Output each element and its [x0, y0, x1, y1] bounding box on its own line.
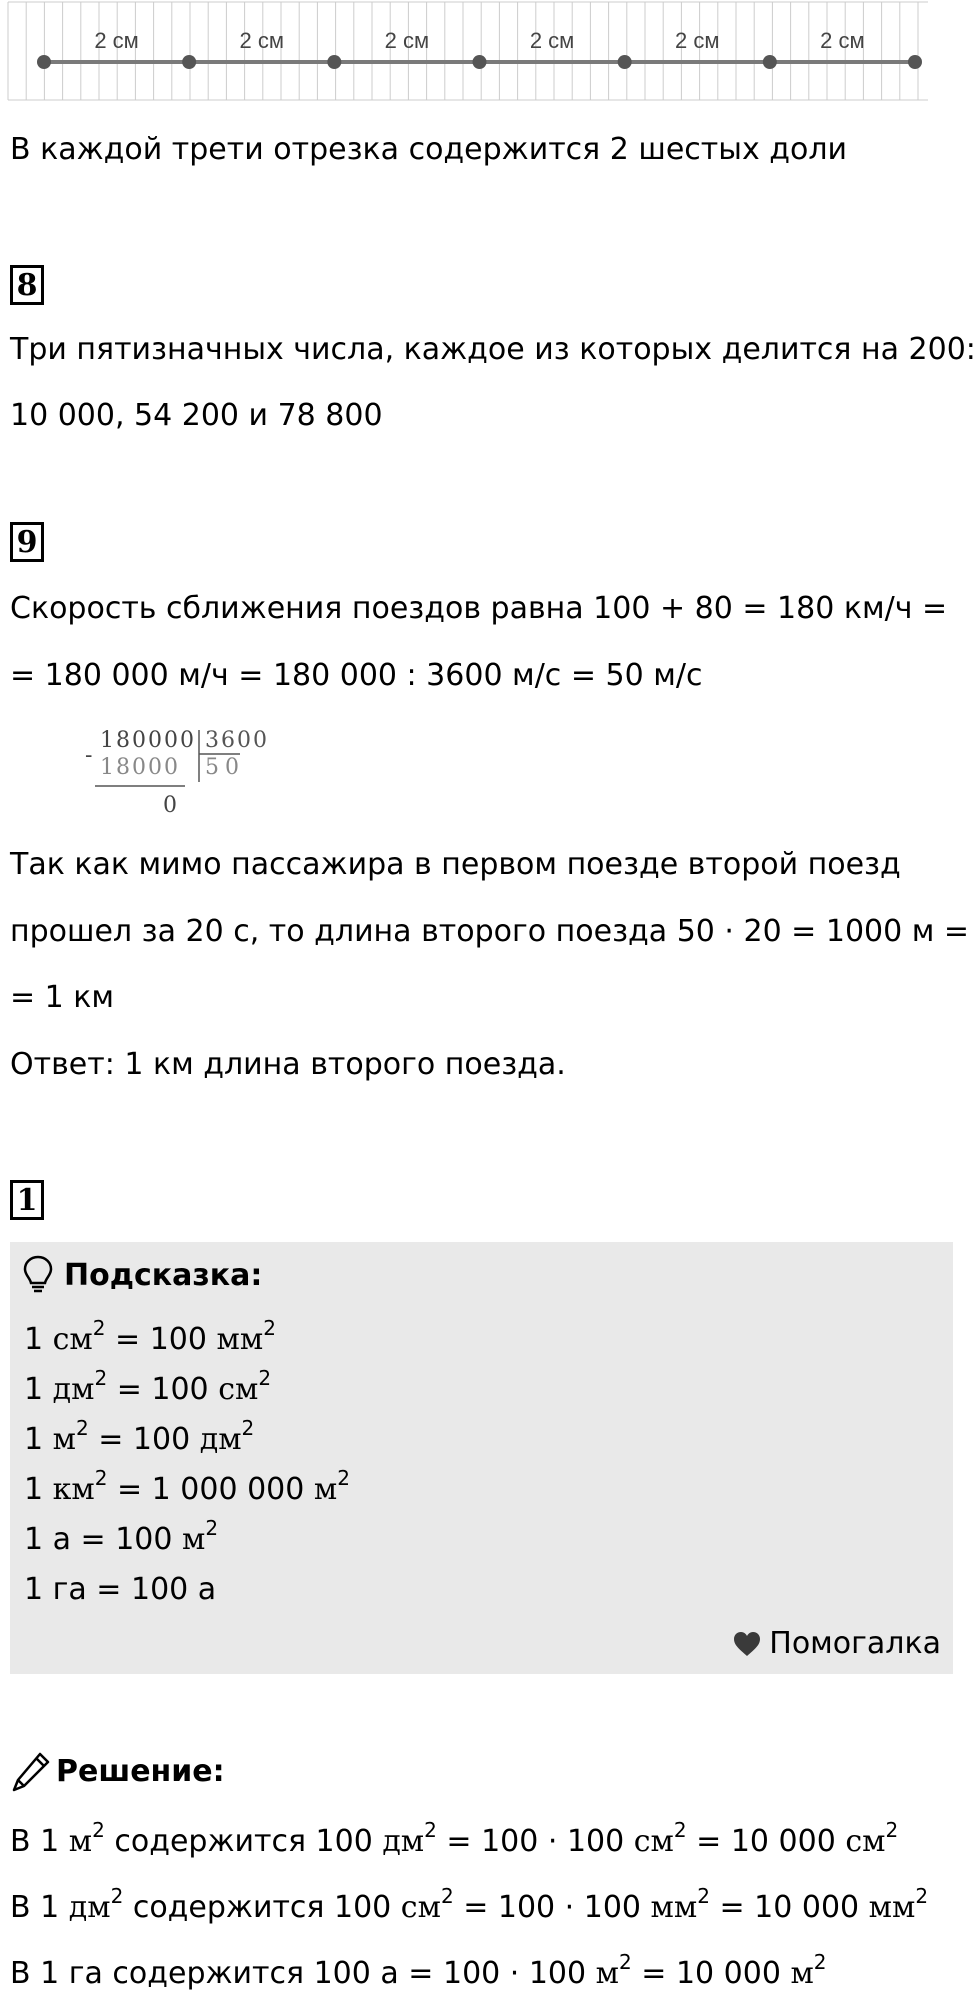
task8-answer: 10 000, 54 200 и 78 800 — [10, 398, 383, 433]
task-number-9: 9 — [10, 522, 44, 562]
long-division — [85, 722, 295, 822]
ruler-point — [473, 55, 487, 69]
hint-title: Подсказка: — [64, 1258, 263, 1293]
division-quotient: 50 — [205, 755, 245, 780]
segment-ruler-diagram — [8, 0, 928, 106]
thirds-note-text: В каждой трети отрезка содержится 2 шестых доли — [10, 132, 847, 167]
task9-line-5: = 1 км — [10, 980, 115, 1015]
task9-line-2: = 180 000 м/ч = 180 000 : 3600 м/с = 50 м/с — [10, 658, 703, 693]
task9-answer: Ответ: 1 км длина второго поезда. — [10, 1047, 566, 1082]
hint-line-6: 1 га = 100 а — [24, 1572, 217, 1607]
hint-line-1: 1 $см^2 = 100$ $мм^2$ — [24, 1316, 276, 1357]
ruler-point — [37, 55, 51, 69]
lightbulb-icon — [22, 1254, 54, 1294]
task-number-1: 1 — [10, 1180, 44, 1220]
ruler-point — [182, 55, 196, 69]
division-subtrahend: 18000 — [100, 755, 180, 780]
division-remainder: 0 — [163, 793, 177, 818]
segment-label: 2 см — [675, 28, 720, 53]
heart-icon — [733, 1631, 761, 1657]
segment-label: 2 см — [529, 28, 575, 53]
segment-label: 2 см — [384, 28, 430, 53]
brand-label: Помогалка — [769, 1626, 941, 1661]
hint-line-2: 1 $дм^2 = 100$ $см^2$ — [24, 1366, 272, 1407]
ruler-grid — [8, 2, 928, 100]
solution-line-2: В 1 $дм^2$ содержится 100 $см^2 = 100 \cdot 100$ $мм^2 = 10$ 000 $мм^2$ — [10, 1884, 929, 1925]
segment-label: 2 см — [94, 28, 139, 53]
segment-label: 2 см — [239, 28, 284, 53]
brand-link[interactable] — [733, 1624, 941, 1664]
division-minus: - — [85, 743, 93, 768]
ruler-point — [763, 55, 777, 69]
hint-line-3: 1 $м^2 = 100$ $дм^2$ — [24, 1416, 255, 1457]
ruler-point — [327, 55, 341, 69]
solution-line-1: В 1 $м^2$ содержится 100 $дм^2 = 100 \cdot 100$ $см^2 = 10$ 000 $см^2$ — [10, 1818, 899, 1859]
segment-label: 2 см — [820, 28, 865, 53]
task9-line-4: прошел за 20 с, то длина второго поезда 50 · 20 = 1000 м = — [10, 914, 970, 949]
division-dividend: 180000 — [100, 728, 196, 753]
division-divisor: 3600 — [205, 728, 269, 753]
pencil-icon — [10, 1750, 52, 1794]
hint-line-4: 1 $км^2 = 1$ 000 000 $м^2$ — [24, 1466, 350, 1507]
hint-line-5: 1 а = 100 $м^2$ — [24, 1516, 219, 1557]
hint-box — [10, 1242, 953, 1674]
ruler-point — [908, 55, 922, 69]
solution-title: Решение: — [56, 1754, 225, 1789]
ruler-point — [618, 55, 632, 69]
task9-line-3: Так как мимо пассажира в первом поезде второй поезд — [10, 847, 901, 882]
task8-statement: Три пятизначных числа, каждое из которых делится на 200: — [10, 332, 976, 367]
solution-line-3: В 1 га содержится 100 а = 100 · 100 $м^2 = 10$ 000 $м^2$ — [10, 1950, 827, 1991]
task-number-8: 8 — [10, 265, 44, 305]
task9-line-1: Скорость сближения поездов равна 100 + 80 = 180 км/ч = — [10, 591, 948, 626]
